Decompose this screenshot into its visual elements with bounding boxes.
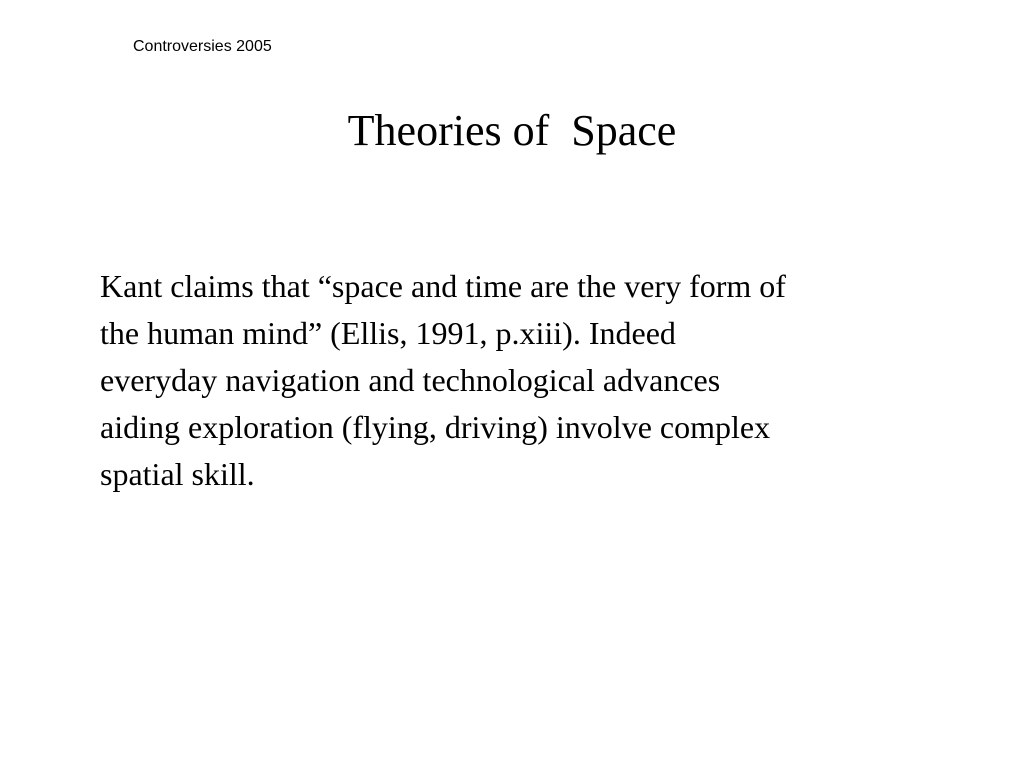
header-note: Controversies 2005 (133, 38, 272, 55)
slide-body (100, 263, 980, 498)
body-line: spatial skill. (100, 456, 255, 492)
body-line: everyday navigation and technological advances (100, 362, 721, 398)
body-line: the human mind” (Ellis, 1991, p.xiii). Indeed (100, 315, 676, 351)
body-line: Kant claims that “space and time are the very form of (100, 268, 786, 304)
body-line: aiding exploration (flying, driving) involve complex (100, 409, 771, 445)
slide-title: Theories of Space (347, 106, 677, 155)
